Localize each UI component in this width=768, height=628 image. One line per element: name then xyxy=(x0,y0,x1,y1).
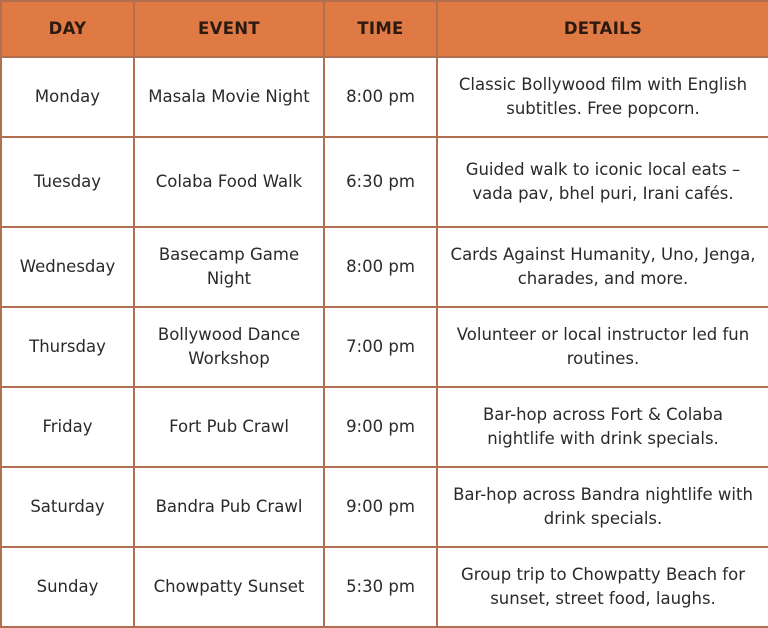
cell-time: 6:30 pm xyxy=(324,137,437,227)
cell-event: Bandra Pub Crawl xyxy=(134,467,324,547)
table-row xyxy=(1,307,768,387)
cell-day: Monday xyxy=(1,57,134,137)
table-row xyxy=(1,137,768,227)
table-body xyxy=(1,57,768,627)
cell-event: Colaba Food Walk xyxy=(134,137,324,227)
header-row xyxy=(1,1,768,57)
table-header xyxy=(1,1,768,57)
cell-time: 8:00 pm xyxy=(324,227,437,307)
cell-day: Tuesday xyxy=(1,137,134,227)
cell-day: Saturday xyxy=(1,467,134,547)
cell-details: Volunteer or local instructor led fun routines. xyxy=(437,307,768,387)
cell-event: Masala Movie Night xyxy=(134,57,324,137)
cell-day: Thursday xyxy=(1,307,134,387)
cell-event: Basecamp Game Night xyxy=(134,227,324,307)
header-day: DAY xyxy=(1,1,134,57)
cell-time: 7:00 pm xyxy=(324,307,437,387)
cell-time: 9:00 pm xyxy=(324,467,437,547)
header-details: DETAILS xyxy=(437,1,768,57)
cell-time: 5:30 pm xyxy=(324,547,437,627)
cell-day: Wednesday xyxy=(1,227,134,307)
cell-details: Cards Against Humanity, Uno, Jenga, charades, and more. xyxy=(437,227,768,307)
cell-event: Fort Pub Crawl xyxy=(134,387,324,467)
cell-day: Sunday xyxy=(1,547,134,627)
cell-day: Friday xyxy=(1,387,134,467)
cell-time: 9:00 pm xyxy=(324,387,437,467)
header-time: TIME xyxy=(324,1,437,57)
cell-details: Guided walk to iconic local eats – vada pav, bhel puri, Irani cafés. xyxy=(437,137,768,227)
cell-event: Chowpatty Sunset xyxy=(134,547,324,627)
cell-details: Bar-hop across Bandra nightlife with drink specials. xyxy=(437,467,768,547)
table-row xyxy=(1,57,768,137)
table-row xyxy=(1,467,768,547)
table-row xyxy=(1,547,768,627)
cell-event: Bollywood Dance Workshop xyxy=(134,307,324,387)
cell-time: 8:00 pm xyxy=(324,57,437,137)
cell-details: Bar-hop across Fort & Colaba nightlife with drink specials. xyxy=(437,387,768,467)
cell-details: Group trip to Chowpatty Beach for sunset, street food, laughs. xyxy=(437,547,768,627)
table-row xyxy=(1,227,768,307)
table-row xyxy=(1,387,768,467)
header-event: EVENT xyxy=(134,1,324,57)
cell-details: Classic Bollywood film with English subtitles. Free popcorn. xyxy=(437,57,768,137)
